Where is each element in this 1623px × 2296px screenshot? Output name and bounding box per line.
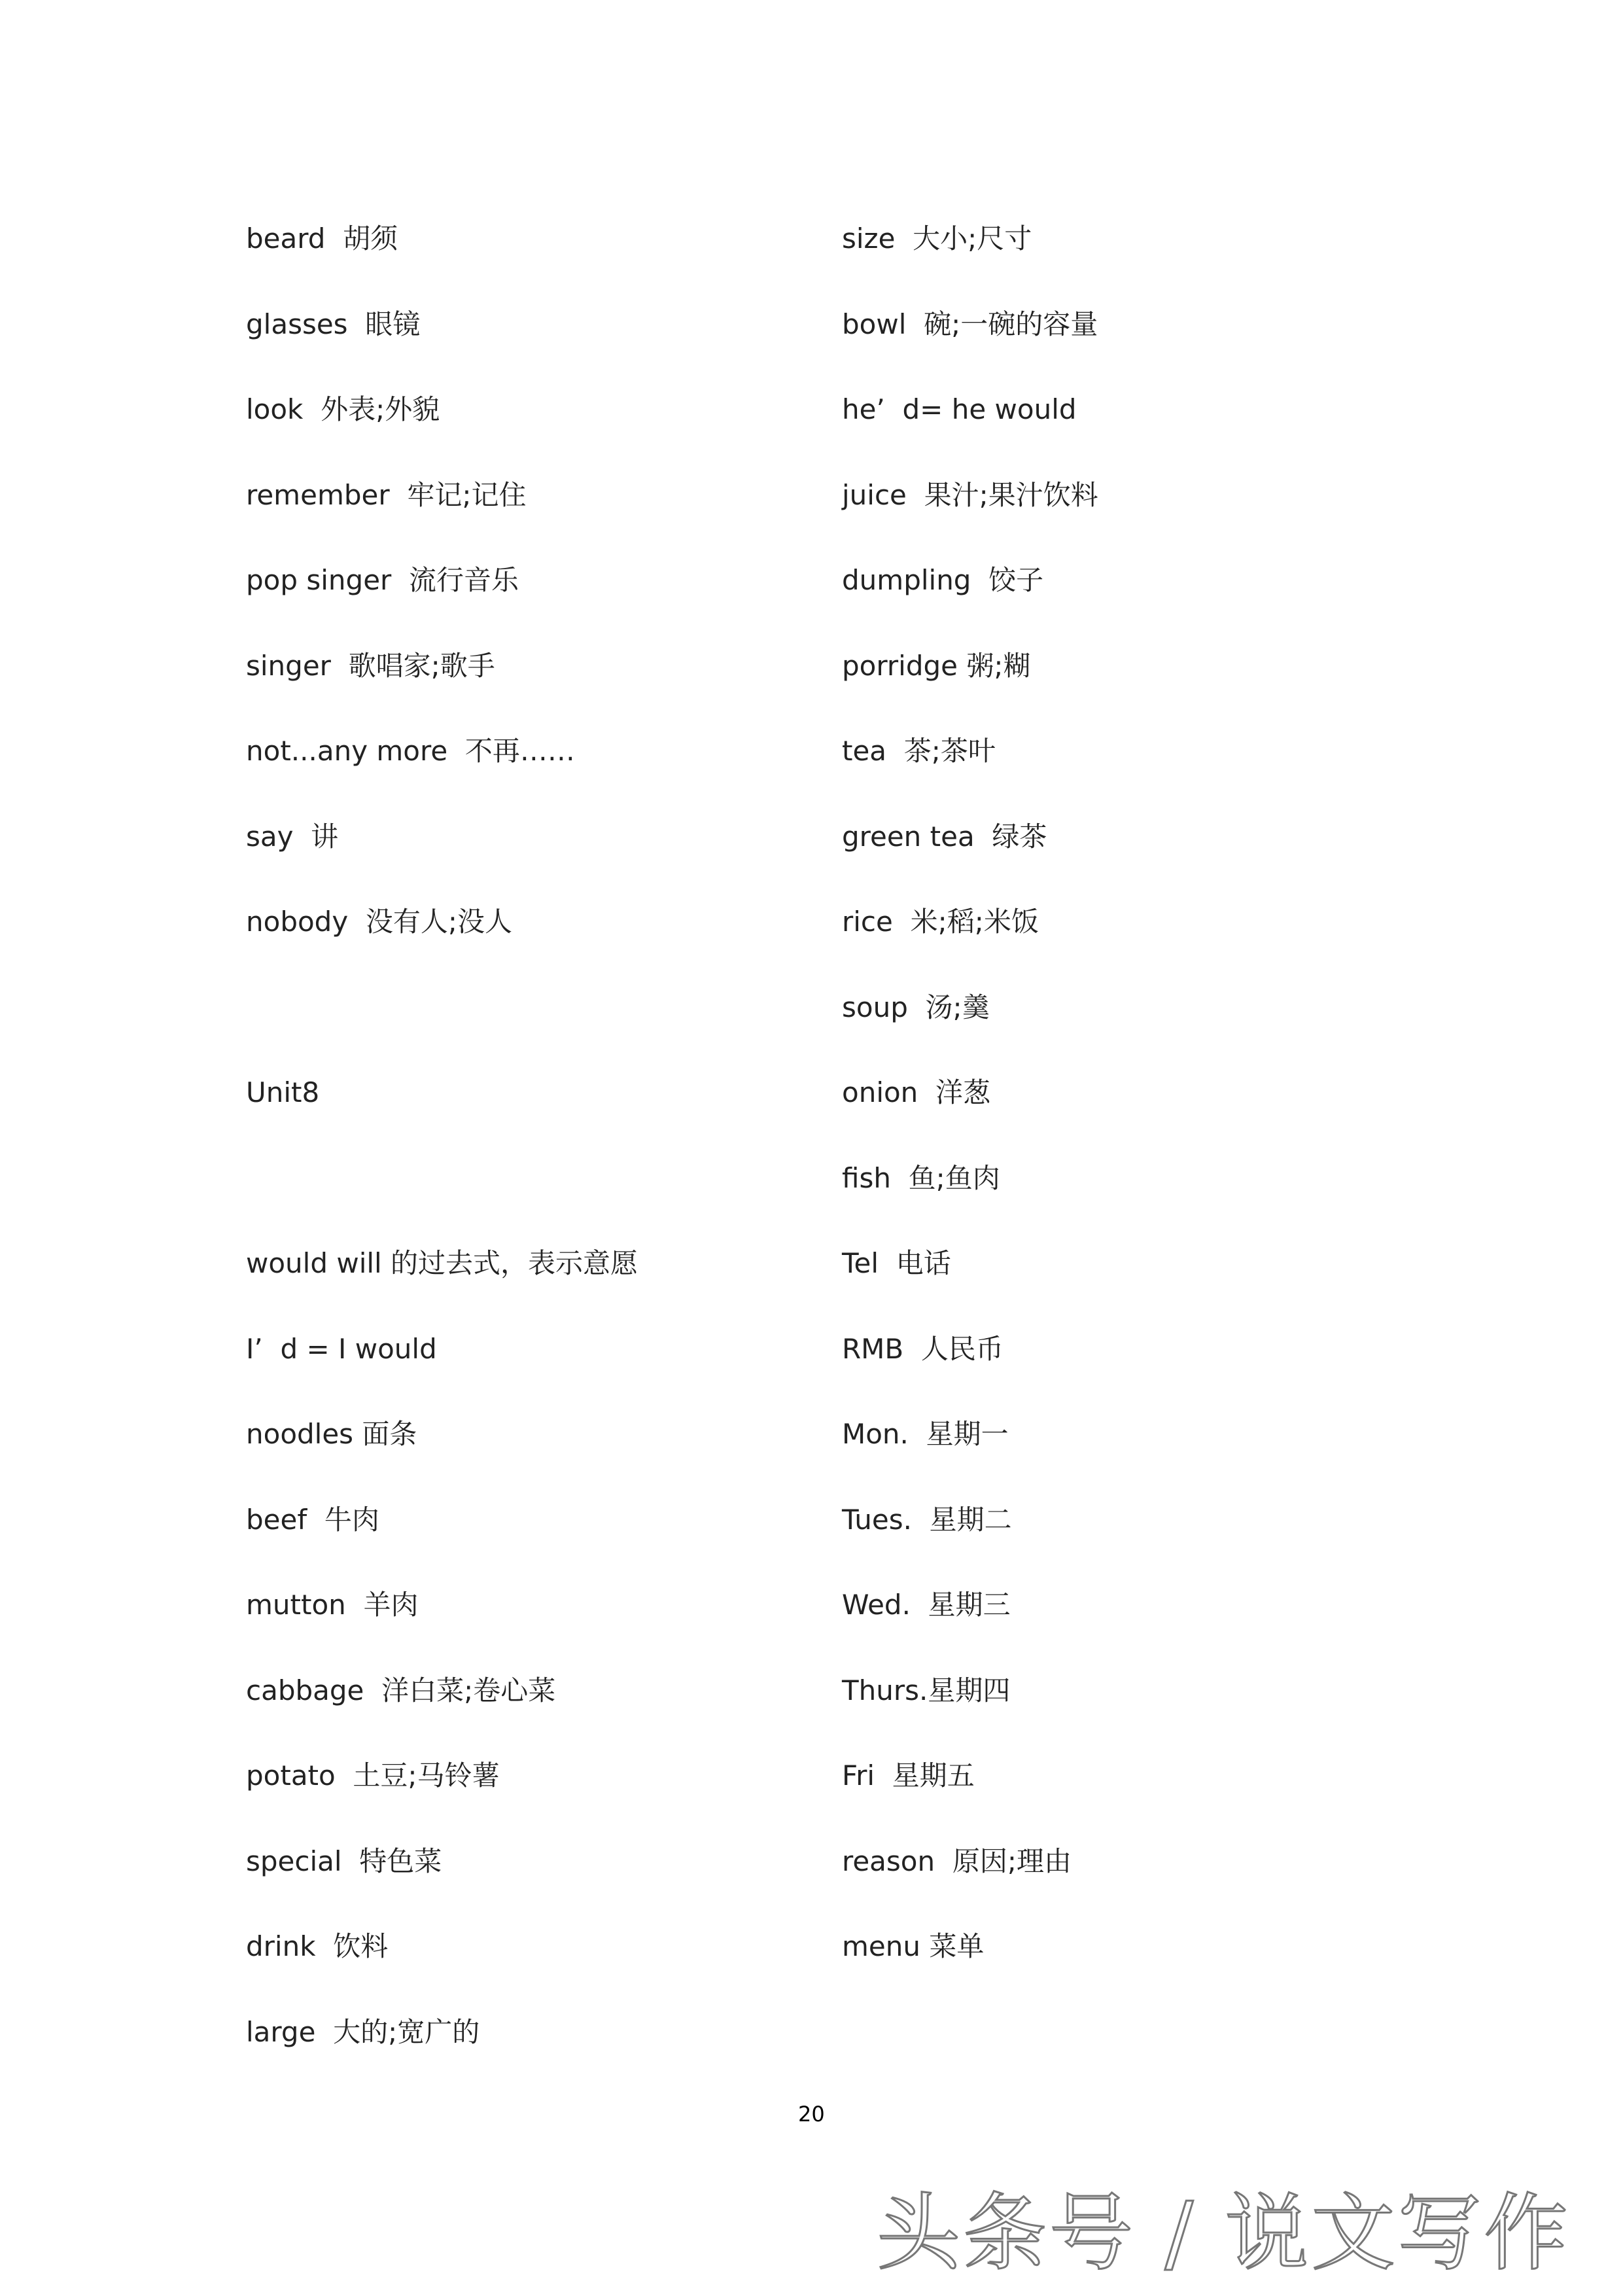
watermark: 头条号 / 说文写作 (877, 2185, 1571, 2282)
vocabulary-entry: pop singer 流行音乐 (246, 564, 519, 596)
vocabulary-entry: beard 胡须 (246, 222, 398, 255)
vocabulary-entry: fish 鱼;鱼肉 (842, 1161, 1000, 1194)
unit-heading: Unit8 (246, 1076, 320, 1108)
vocabulary-entry: Mon. 星期一 (842, 1418, 1009, 1450)
vocabulary-entry: Tel 电话 (842, 1247, 951, 1279)
vocabulary-entry: potato 土豆;马铃薯 (246, 1759, 500, 1792)
vocabulary-entry: he’ d= he would (842, 393, 1077, 425)
vocabulary-entry: nobody 没有人;没人 (246, 906, 513, 938)
vocabulary-entry: tea 茶;茶叶 (842, 735, 996, 767)
vocabulary-entry: onion 洋葱 (842, 1076, 991, 1108)
vocabulary-entry: juice 果汁;果汁饮料 (842, 478, 1098, 511)
vocabulary-entry: large 大的;宽广的 (246, 2015, 480, 2048)
vocabulary-entry: say 讲 (246, 820, 339, 853)
vocabulary-entry: dumpling 饺子 (842, 564, 1044, 596)
vocabulary-entry: cabbage 洋白菜;卷心菜 (246, 1674, 556, 1706)
vocabulary-entry: bowl 碗;一碗的容量 (842, 308, 1098, 340)
vocabulary-entry: special 特色菜 (246, 1845, 442, 1877)
vocabulary-entry: not...any more 不再…… (246, 735, 575, 767)
page-number: 20 (798, 2102, 825, 2127)
vocabulary-entry: look 外表;外貌 (246, 393, 440, 425)
vocabulary-entry: glasses 眼镜 (246, 308, 421, 340)
vocabulary-entry: would will 的过去式，表示意愿 (246, 1247, 638, 1279)
vocabulary-entry: I’ d = I would (246, 1332, 437, 1365)
vocabulary-entry: beef 牛肉 (246, 1503, 379, 1536)
vocabulary-entry: remember 牢记;记住 (246, 478, 527, 511)
vocabulary-entry: RMB 人民币 (842, 1332, 1003, 1365)
vocabulary-entry: porridge 粥;糊 (842, 649, 1031, 682)
vocabulary-entry: Thurs.星期四 (842, 1674, 1011, 1706)
vocabulary-entry: size 大小;尺寸 (842, 222, 1032, 255)
vocabulary-entry: green tea 绿茶 (842, 820, 1047, 853)
vocabulary-entry: reason 原因;理由 (842, 1845, 1072, 1877)
vocabulary-entry: rice 米;稻;米饭 (842, 906, 1039, 938)
vocabulary-entry: Fri 星期五 (842, 1759, 975, 1792)
vocabulary-entry: mutton 羊肉 (246, 1589, 419, 1621)
vocabulary-entry: drink 饮料 (246, 1930, 389, 1962)
vocabulary-entry: Tues. 星期二 (842, 1503, 1012, 1536)
vocabulary-entry: singer 歌唱家;歌手 (246, 649, 495, 682)
vocabulary-entry: menu 菜单 (842, 1930, 985, 1962)
vocabulary-entry: Wed. 星期三 (842, 1589, 1011, 1621)
vocabulary-entry: noodles 面条 (246, 1418, 417, 1450)
vocabulary-entry: soup 汤;羹 (842, 991, 990, 1023)
